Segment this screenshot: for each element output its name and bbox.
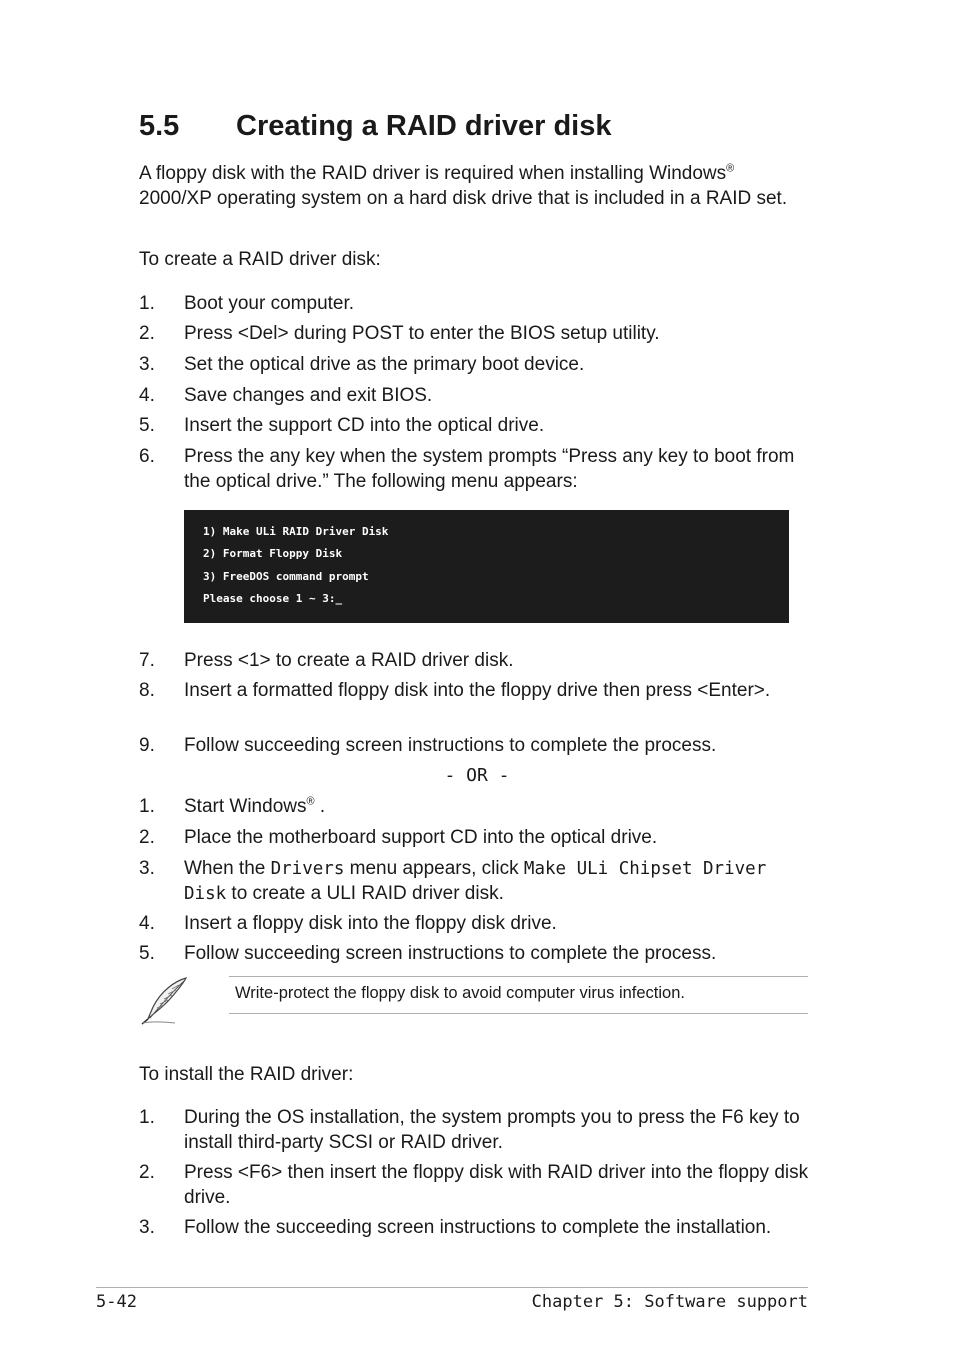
- registered-mark: ®: [726, 162, 735, 175]
- list-item: [139, 1216, 809, 1241]
- terminal-line: 2) Format Floppy Disk: [203, 547, 343, 560]
- menu-name: Drivers: [270, 859, 345, 879]
- list-item: [139, 795, 809, 820]
- step-number: 2.: [139, 323, 155, 344]
- step-number: 4.: [139, 385, 155, 406]
- list-item: [139, 942, 809, 967]
- step-text: Press the any key when the system prompts “Press any key to boot from the optical drive.” The following menu appears:: [184, 446, 795, 492]
- registered-mark: ®: [306, 795, 315, 808]
- step-text: Insert a floppy disk into the floppy disk drive.: [184, 913, 557, 934]
- intro-text-continued: 2000/XP operating system on a hard disk drive that is included in a RAID set.: [139, 187, 788, 209]
- intro-paragraph: [139, 162, 799, 211]
- step-text: Insert the support CD into the optical drive.: [184, 415, 545, 436]
- list-item: [139, 322, 809, 347]
- step-number: 3.: [139, 354, 155, 375]
- step-text: Follow succeeding screen instructions to complete the process.: [184, 943, 717, 964]
- step-number: 6.: [139, 446, 155, 467]
- step-text: Insert a formatted floppy disk into the floppy drive then press <Enter>.: [184, 680, 771, 701]
- step-text-part: Start Windows: [184, 796, 307, 817]
- list-item: [139, 1106, 809, 1155]
- step-number: 5.: [139, 943, 155, 964]
- intro-text: A floppy disk with the RAID driver is required when installing Windows: [139, 163, 727, 184]
- list-item: [139, 912, 809, 937]
- step-text: Press <1> to create a RAID driver disk.: [184, 650, 514, 671]
- list-item: [139, 649, 809, 674]
- step-number: 9.: [139, 735, 155, 756]
- note-bottom-rule: [229, 1013, 808, 1014]
- step-text: During the OS installation, the system prompts you to press the F6 key to install third-party SCSI or RAID driver.: [184, 1107, 800, 1153]
- terminal-line: 3) FreeDOS command prompt: [203, 570, 369, 583]
- or-separator: - OR -: [444, 765, 510, 786]
- section-title: [139, 110, 612, 143]
- page-number: 5-42: [96, 1292, 137, 1312]
- list-item: [139, 445, 809, 494]
- step-number: 1.: [139, 1107, 155, 1128]
- step-text: Boot your computer.: [184, 293, 355, 314]
- note-top-rule: [229, 976, 808, 977]
- step-text: Place the motherboard support CD into the optical drive.: [184, 827, 658, 848]
- step-text: Set the optical drive as the primary boot device.: [184, 354, 585, 375]
- install-heading: To install the RAID driver:: [139, 1064, 354, 1085]
- list-item: [139, 353, 809, 378]
- section-number: 5.5: [139, 110, 180, 142]
- note-text: Write-protect the floppy disk to avoid computer virus infection.: [235, 984, 685, 1002]
- step-number: 2.: [139, 1162, 155, 1183]
- step-text-part: .: [314, 796, 326, 817]
- list-item: [139, 734, 809, 759]
- step-number: 8.: [139, 680, 155, 701]
- step-number: 1.: [139, 796, 155, 817]
- step-number: 1.: [139, 293, 155, 314]
- list-item: [139, 826, 809, 851]
- step-number: 3.: [139, 858, 155, 879]
- step-number: 4.: [139, 913, 155, 934]
- menu-item-name: Make ULi Chipset Driver Disk: [184, 859, 767, 904]
- step-number: 2.: [139, 827, 155, 848]
- step-text-part: to create a ULI RAID driver disk.: [226, 882, 504, 904]
- list-item: [139, 292, 809, 317]
- footer-rule: [96, 1287, 808, 1288]
- list-item: [139, 857, 809, 906]
- step-number: 5.: [139, 415, 155, 436]
- step-text: Follow succeeding screen instructions to complete the process.: [184, 735, 717, 756]
- terminal-line: Please choose 1 ~ 3:_: [203, 592, 343, 605]
- step-number: 7.: [139, 650, 155, 671]
- list-item: [139, 679, 809, 704]
- step-number: 3.: [139, 1217, 155, 1238]
- step-text: [184, 857, 809, 906]
- feather-pen-icon: [139, 975, 191, 1027]
- step-text: Press <F6> then insert the floppy disk with RAID driver into the floppy disk drive.: [184, 1162, 809, 1208]
- create-heading: To create a RAID driver disk:: [139, 249, 381, 270]
- step-text: Follow the succeeding screen instructions to complete the installation.: [184, 1217, 772, 1238]
- step-text: [184, 795, 809, 820]
- step-text-part: When the: [184, 858, 271, 879]
- section-title-text: Creating a RAID driver disk: [236, 110, 612, 142]
- step-text-part: menu appears, click: [344, 858, 524, 879]
- step-text: Press <Del> during POST to enter the BIOS setup utility.: [184, 323, 660, 344]
- list-item: [139, 1161, 809, 1210]
- step-text: Save changes and exit BIOS.: [184, 385, 433, 406]
- terminal-line: 1) Make ULi RAID Driver Disk: [203, 525, 389, 538]
- list-item: [139, 414, 809, 439]
- list-item: [139, 384, 809, 409]
- chapter-label: Chapter 5: Software support: [531, 1292, 808, 1312]
- terminal-screen: [184, 510, 789, 623]
